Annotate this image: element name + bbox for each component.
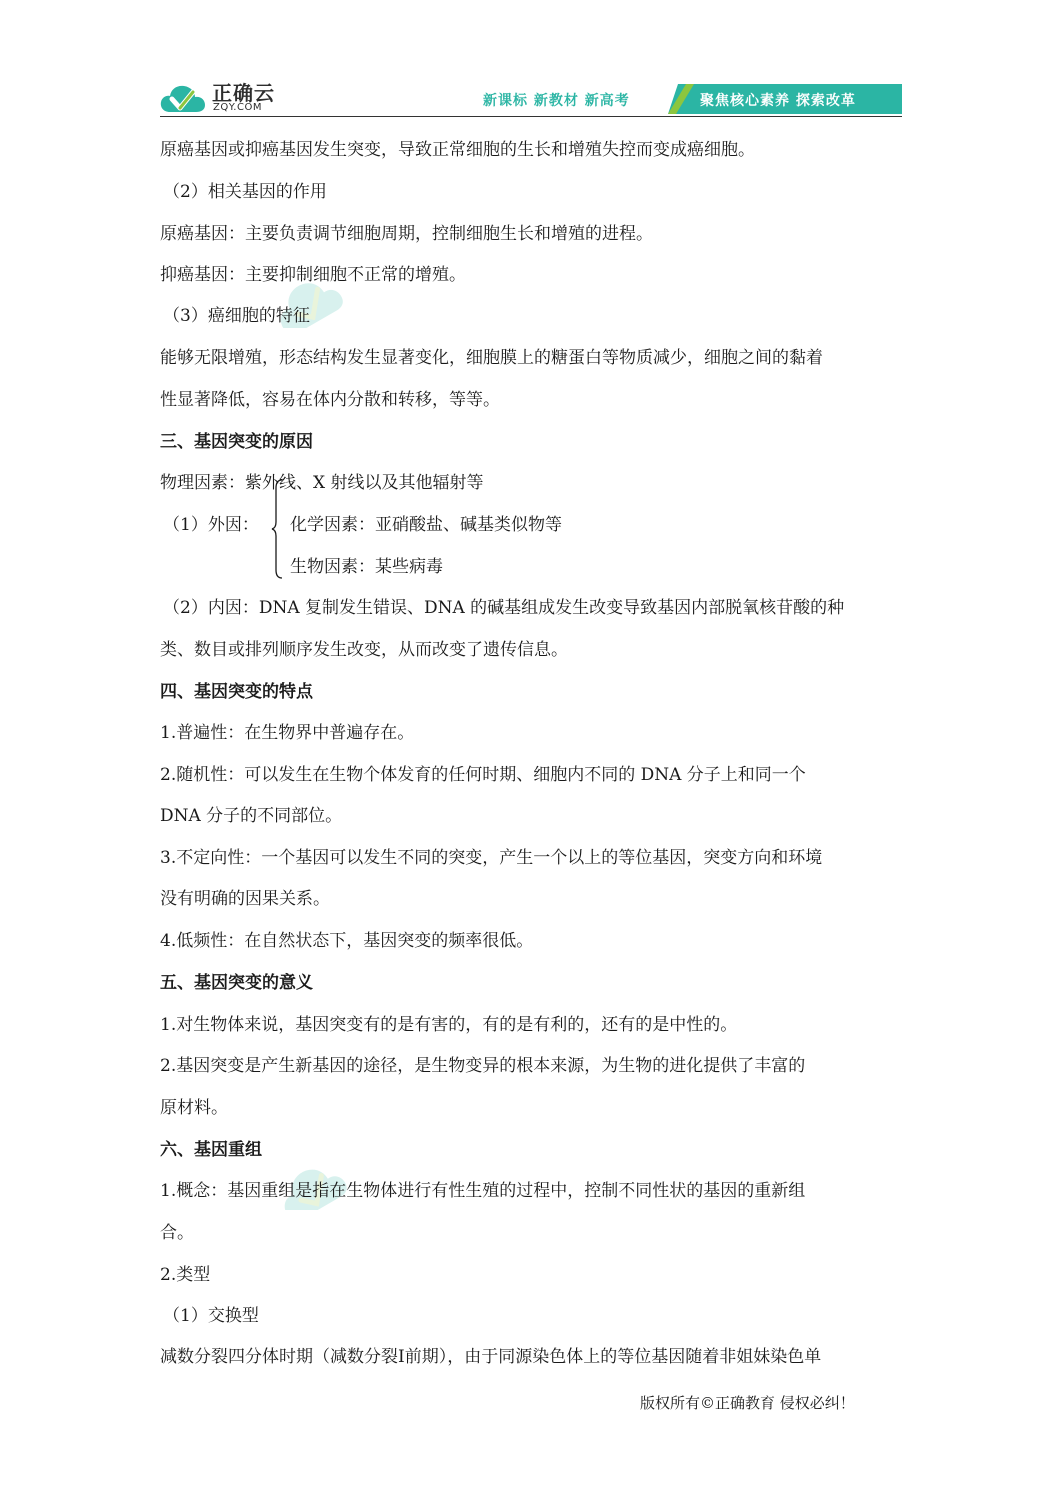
page-header	[160, 72, 902, 118]
text-line: 类、数目或排列顺序发生改变，从而改变了遗传信息。	[160, 640, 568, 660]
text-line: 1.普遍性：在生物界中普遍存在。	[160, 723, 415, 743]
text-line: 合。	[160, 1223, 194, 1243]
brace-bracket	[270, 478, 284, 580]
text-line: 性显著降低，容易在体内分散和转移，等等。	[160, 390, 500, 410]
text-line: 1.对生物体来说，基因突变有的是有害的，有的是有利的，还有的是中性的。	[160, 1015, 738, 1035]
text-line: 2.基因突变是产生新基因的途径，是生物变异的根本来源，为生物的进化提供了丰富的	[160, 1056, 806, 1076]
copyright-footer: 版权所有©正确教育 侵权必纠！	[640, 1394, 855, 1412]
text-line: 能够无限增殖，形态结构发生显著变化，细胞膜上的糖蛋白等物质减少，细胞之间的黏着	[160, 348, 823, 368]
text-line: 4.低频性：在自然状态下，基因突变的频率很低。	[160, 931, 534, 951]
section-heading: 五、基因突变的意义	[160, 973, 313, 993]
slogan-left: 新课标 新教材 新高考	[483, 93, 630, 109]
text-line: 3.不定向性：一个基因可以发生不同的突变，产生一个以上的等位基因，突变方向和环境	[160, 848, 823, 868]
text-line: 原癌基因或抑癌基因发生突变，导致正常细胞的生长和增殖失控而变成癌细胞。	[160, 140, 755, 160]
factor-label: （1）外因：	[163, 515, 259, 535]
text-line: 物理因素：紫外线、X 射线以及其他辐射等	[160, 473, 484, 493]
logo-text: 正确云	[212, 81, 275, 105]
text-line: 原癌基因：主要负责调节细胞周期，控制细胞生长和增殖的进程。	[160, 224, 653, 244]
slogan-right: 聚焦核心素养 探索改革	[700, 93, 856, 109]
header-divider	[160, 116, 902, 117]
text-line: 减数分裂四分体时期（减数分裂Ⅰ前期），由于同源染色体上的等位基因随着非姐妹染色单	[160, 1347, 822, 1367]
text-line: 2.类型	[160, 1265, 211, 1285]
subheading: （1）交换型	[163, 1306, 259, 1326]
section-heading: 六、基因重组	[160, 1140, 262, 1160]
text-line: 抑癌基因：主要抑制细胞不正常的增殖。	[160, 265, 466, 285]
text-line: 化学因素：亚硝酸盐、碱基类似物等	[290, 515, 562, 535]
text-line: 原材料。	[160, 1098, 228, 1118]
subheading: （2）相关基因的作用	[163, 182, 327, 202]
section-heading: 三、基因突变的原因	[160, 432, 313, 452]
subheading: （3）癌细胞的特征	[163, 306, 310, 326]
section-heading: 四、基因突变的特点	[160, 682, 313, 702]
cloud-check-icon	[160, 82, 206, 114]
text-line: 2.随机性：可以发生在生物个体发育的任何时期、细胞内不同的 DNA 分子上和同一个	[160, 765, 806, 785]
text-line: DNA 分子的不同部位。	[160, 806, 343, 826]
text-line: 1.概念：基因重组是指在生物体进行有性生殖的过程中，控制不同性状的基因的重新组	[160, 1181, 806, 1201]
zqy-logo	[160, 76, 290, 116]
text-line: （2）内因：DNA 复制发生错误、DNA 的碱基组成发生改变导致基因内部脱氧核苷酸的种	[163, 598, 845, 618]
text-line: 没有明确的因果关系。	[160, 889, 330, 909]
logo-subtext: ZQY.COM	[213, 102, 262, 113]
text-line: 生物因素：某些病毒	[290, 557, 443, 577]
